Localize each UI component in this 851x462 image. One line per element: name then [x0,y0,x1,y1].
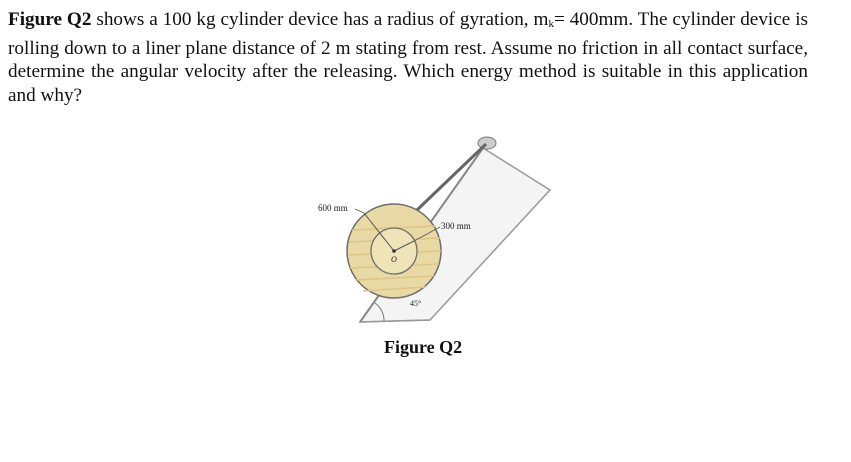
label-600mm: 600 mm [318,203,348,213]
figure-q2 [300,110,560,340]
question-part-1: shows a 100 kg cylinder device has a radius of gyration, m [91,9,549,30]
question-subscript-k: k [548,18,554,30]
question-text [8,8,808,107]
center-point [392,249,396,253]
question-part-2: = 400mm. The cylinder device is rolling down to a liner plane distance of 2 m stating from rest. Assume no friction in all contact surface, determine the angular velocity after the releasing. Which energy method is suitable in this application and why? [8,9,808,106]
question-figure-ref: Figure Q2 [8,9,92,30]
label-300mm: 300 mm [441,221,471,231]
figure-caption: Figure Q2 [384,337,463,357]
cylinder-incline-diagram [300,110,560,340]
label-45deg: 45° [410,299,422,308]
label-600mm-leader [355,209,364,213]
label-center-o: O [391,255,397,264]
